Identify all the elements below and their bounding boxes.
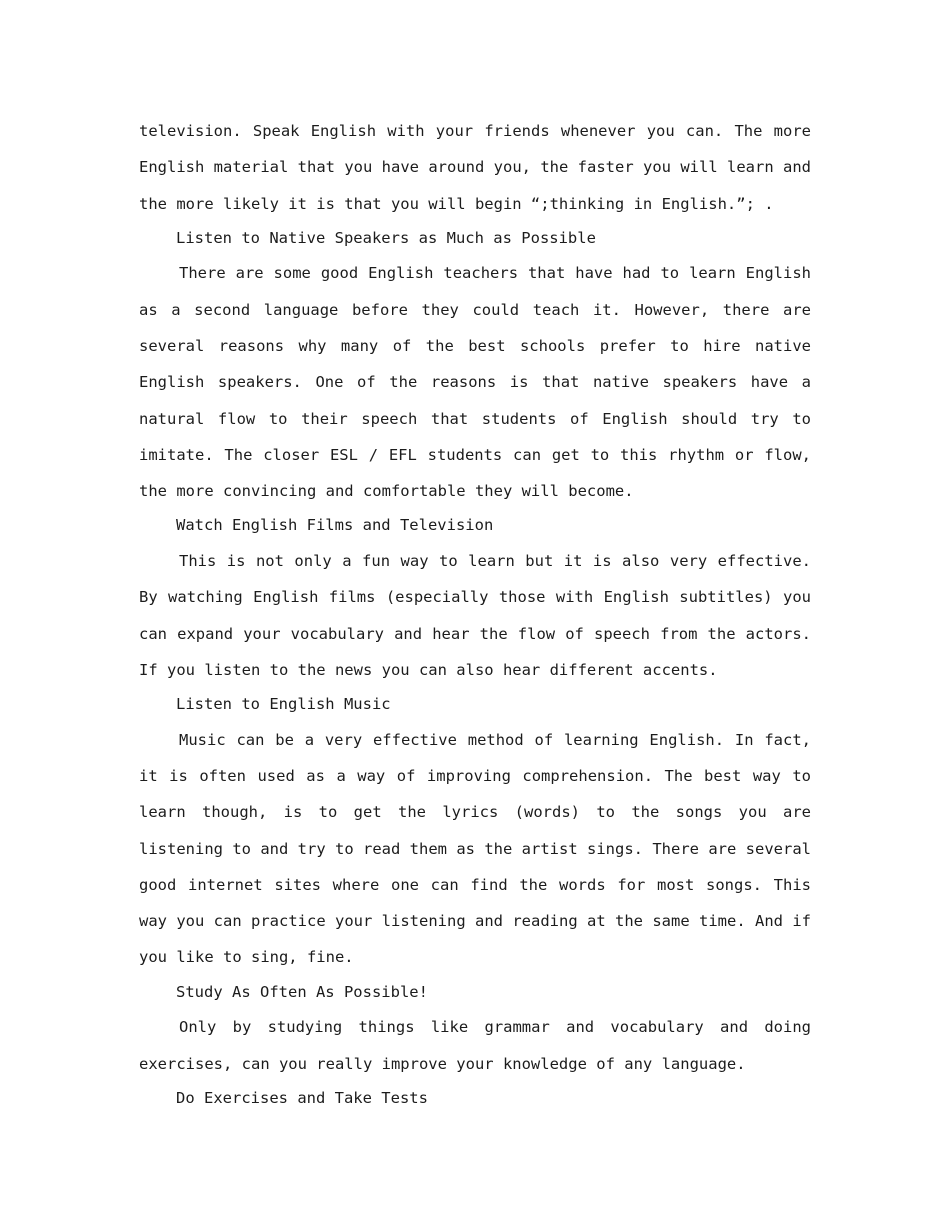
continuation-paragraph: television. Speak English with your friends whenever you can. The more English material that you have around you, the faster you will learn and the more likely it is that you will begin “;thinking in English.”; . xyxy=(139,122,811,213)
section-heading-exercises-tests: Do Exercises and Take Tests xyxy=(176,1088,428,1107)
section-heading-study-often: Study As Often As Possible! xyxy=(176,982,428,1001)
paragraph-films-television: This is not only a fun way to learn but it is also very effective. By watching English films (especially those with English subtitles) you can expand your vocabulary and hear the flow of speech from the actors. If you listen to the news you can also hear different accents. xyxy=(139,551,811,679)
paragraph-english-music: Music can be a very effective method of learning English. In fact, it is often used as a way of improving comprehension. The best way to learn though, is to get the lyrics (words) to the songs you are listening to and try to read them as the artist sings. There are several good internet sites where one can find the words for most songs. This way you can practice your listening and reading at the same time. And if you like to sing, fine. xyxy=(139,730,811,967)
document-body xyxy=(139,113,811,1115)
paragraph-native-speakers: There are some good English teachers that have had to learn English as a second language before they could teach it. However, there are several reasons why many of the best schools prefer to hire native English speakers. One of the reasons is that native speakers have a natural flow to their speech that students of English should try to imitate. The closer ESL / EFL students can get to this rhythm or flow, the more convincing and comfortable they will become. xyxy=(139,264,811,501)
section-heading-films-television: Watch English Films and Television xyxy=(176,516,494,535)
section-heading-english-music: Listen to English Music xyxy=(176,695,391,714)
section-heading-native-speakers: Listen to Native Speakers as Much as Possible xyxy=(176,228,596,247)
paragraph-study-often: Only by studying things like grammar and vocabulary and doing exercises, can you really improve your knowledge of any language. xyxy=(139,1018,811,1073)
